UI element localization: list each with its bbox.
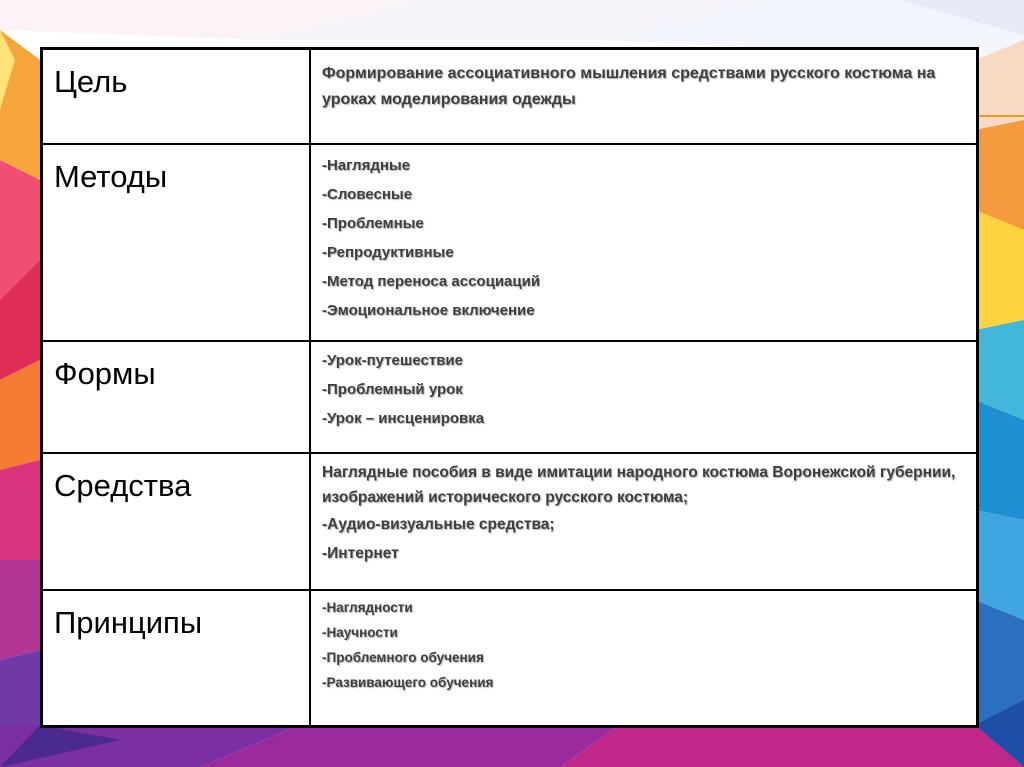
- table-row-goal: [42, 49, 978, 144]
- row-label: Методы: [54, 158, 168, 194]
- row-label: Средства: [54, 467, 192, 503]
- list-item: -Урок-путешествие: [322, 351, 463, 369]
- list-item: -Наглядности: [322, 599, 413, 615]
- list-item: -Метод переноса ассоциаций: [322, 272, 541, 290]
- list-item: -Словесные: [322, 185, 413, 203]
- row-value-cell: [310, 590, 978, 727]
- list-item: -Научности: [322, 624, 398, 640]
- list-item: Формирование ассоциативного мышления средствами русского костюма на уроках моделирования одежды: [322, 65, 936, 108]
- list-item: -Аудио-визуальные средства;: [322, 515, 555, 533]
- row-label-cell: [42, 49, 311, 144]
- accent-line: [976, 115, 1024, 117]
- list-item: Наглядные пособия в виде имитации народного костюма Воронежской губернии, изображений исторического русского костюма;: [322, 463, 956, 506]
- row-value-cell: [310, 341, 978, 453]
- list-item: -Проблемного обучения: [322, 649, 484, 665]
- list-item: -Проблемные: [322, 214, 424, 232]
- row-label: Принципы: [54, 604, 203, 640]
- table-row-principles: [42, 590, 978, 727]
- row-value-cell: [310, 453, 978, 590]
- list-item: -Проблемный урок: [322, 380, 463, 398]
- list-item: -Развивающего обучения: [322, 674, 494, 690]
- list-item: -Интернет: [322, 544, 399, 562]
- row-value-cell: [310, 144, 978, 341]
- list-item: -Наглядные: [322, 156, 411, 174]
- row-label-cell: [42, 590, 311, 727]
- row-label-cell: [42, 453, 311, 590]
- row-label: Формы: [54, 355, 156, 391]
- row-value-cell: [310, 49, 978, 144]
- table-row-forms: [42, 341, 978, 453]
- info-table: [40, 47, 979, 728]
- list-item: -Репродуктивные: [322, 243, 454, 261]
- table-row-methods: [42, 144, 978, 341]
- list-item: -Урок – инсценировка: [322, 409, 485, 427]
- row-label-cell: [42, 341, 311, 453]
- row-label-cell: [42, 144, 311, 341]
- table-row-means: [42, 453, 978, 590]
- row-label: Цель: [54, 64, 128, 99]
- list-item: -Эмоциональное включение: [322, 301, 535, 319]
